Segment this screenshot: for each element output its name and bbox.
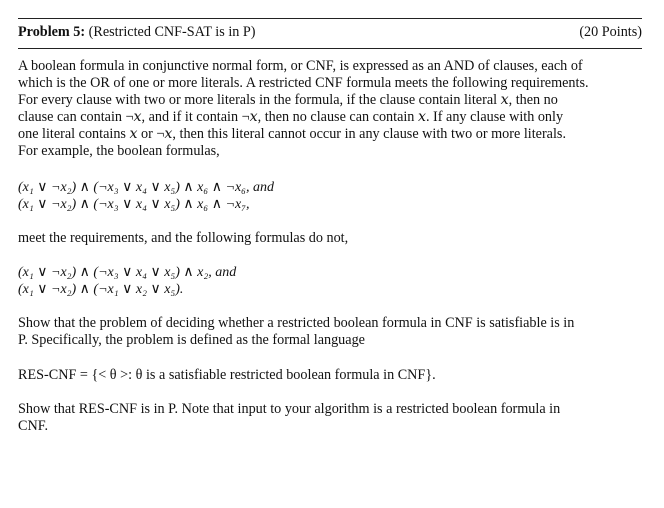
final-paragraph (18, 401, 642, 435)
intro-line: clause can contain ¬𝑥, and if it contain ¬𝑥, then no clause can contain 𝑥. If any clause with only (18, 109, 564, 125)
top-rule (18, 18, 642, 19)
task-line: P. Specifically, the problem is defined as the formal language (18, 332, 365, 348)
bad-formula-2: (x₁ ∨ ¬x₂) ∧ (¬x₁ ∨ x₂ ∨ x₅). (18, 282, 184, 297)
intro-line: For example, the boolean formulas, (18, 143, 220, 159)
final-line: Show that RES-CNF is in P. Note that input to your algorithm is a restricted boolean formula in (18, 401, 561, 417)
bottom-rule (18, 48, 642, 49)
problem-title: (Restricted CNF-SAT is in P) (88, 24, 256, 40)
good-formula-2: (x₁ ∨ ¬x₂) ∧ (¬x₃ ∨ x₄ ∨ x₅) ∧ x₆ ∧ ¬x₇, (18, 197, 250, 212)
intro-paragraph (18, 58, 642, 160)
final-line: CNF. (18, 418, 49, 434)
task-paragraph (18, 315, 642, 349)
intro-line: For every clause with two or more literals in the formula, if the clause contain literal 𝑥, then no (18, 92, 558, 108)
problem-label: Problem 5: (18, 24, 86, 40)
bad-formula-1: (x₁ ∨ ¬x₂) ∧ (¬x₃ ∨ x₄ ∨ x₅) ∧ x₂, and (18, 265, 237, 280)
intro-line: one literal contains 𝑥 or ¬𝑥, then this literal cannot occur in any clause with two or more literals. (18, 126, 566, 142)
intro-line: which is the OR of one or more literals. A restricted CNF formula meets the following requirements. (18, 75, 589, 91)
points-label: (20 Points) (579, 24, 642, 40)
middle-paragraph: meet the requirements, and the following formulas do not, (18, 230, 349, 246)
good-formula-1: (x₁ ∨ ¬x₂) ∧ (¬x₃ ∨ x₄ ∨ x₅) ∧ x₆ ∧ ¬x₆, and (18, 180, 275, 195)
task-line: Show that the problem of deciding whether a restricted boolean formula in CNF is satisfiable is in (18, 315, 575, 331)
intro-line: A boolean formula in conjunctive normal form, or CNF, is expressed as an AND of clauses, each of (18, 58, 583, 74)
language-definition: RES-CNF = {< θ >: θ is a satisfiable restricted boolean formula in CNF}. (18, 367, 436, 383)
problem-heading (18, 23, 256, 41)
